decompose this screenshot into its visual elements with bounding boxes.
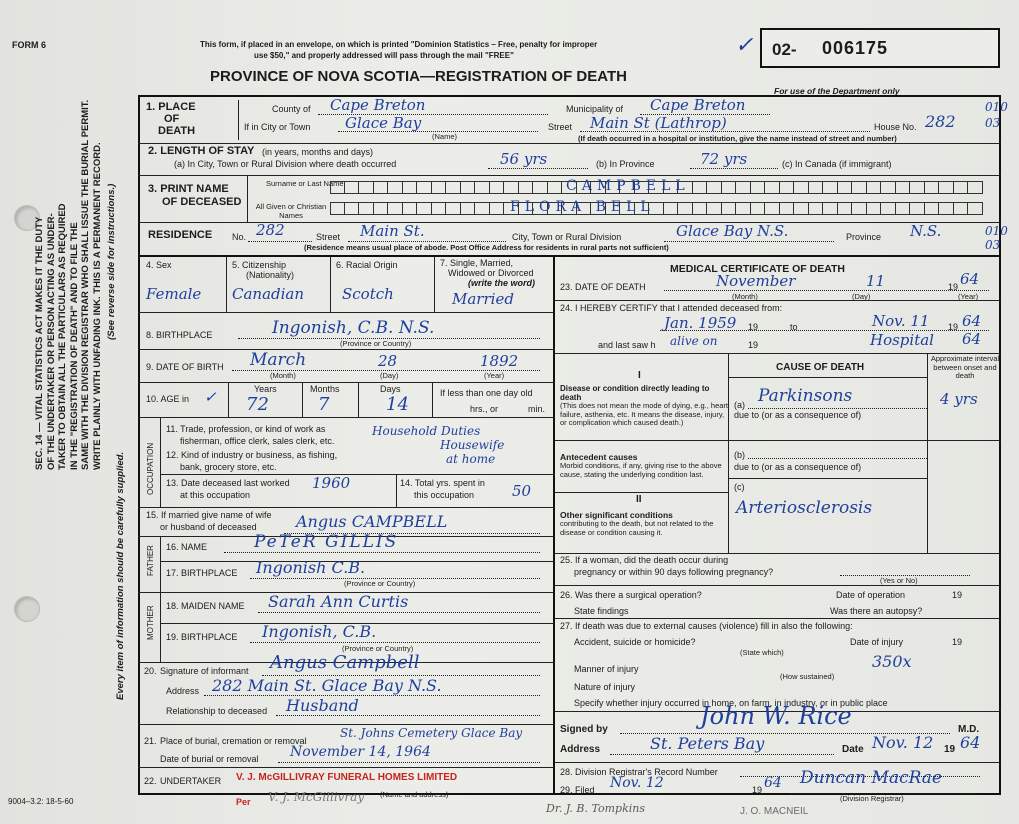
- surname-value: CAMPBELL: [566, 178, 690, 194]
- residence-label: RESIDENCE: [148, 229, 213, 241]
- months-value: 7: [318, 394, 330, 415]
- undertaker-caption: (Name and address): [380, 790, 449, 799]
- q27-acc: Accident, suicide or homicide?: [574, 637, 696, 647]
- birthplace-label: 8. BIRTHPLACE: [146, 330, 213, 340]
- cause-b-label: (b): [734, 450, 745, 460]
- marital-value: Married: [452, 290, 514, 308]
- disease-note: (This does not mean the mode of dying, e.g., heart failure, asthenia, etc. It means the disease, injury, or complication which caused death.): [560, 401, 729, 427]
- city-label: If in City or Town: [244, 122, 311, 132]
- city-value: Glace Bay: [345, 114, 422, 132]
- q29-registrar: Duncan MacRae: [800, 768, 942, 788]
- md-label: M.D.: [958, 724, 980, 735]
- informant-sig-value: Angus Campbell: [270, 652, 420, 673]
- q15-value: Angus CAMPBELL: [296, 512, 448, 531]
- stay-a-label: (a) In City, Town or Rural Division where death occurred: [174, 159, 397, 169]
- q27-19: 19: [952, 637, 963, 647]
- margin-code: 010: [985, 100, 1008, 114]
- q27-label: 27. If death was due to external causes (violence) fill in also the following:: [560, 621, 853, 631]
- date-label: Date: [842, 744, 864, 755]
- bottom-stamp-2: J. O. MACNEIL: [740, 806, 809, 817]
- q25b-label: pregnancy or within 90 days following pregnancy?: [574, 567, 774, 577]
- envelope-note: use $50," and properly addressed will pass through the mail "FREE": [254, 51, 514, 60]
- dob-month: March: [250, 350, 307, 370]
- page-title: PROVINCE OF NOVA SCOTIA—REGISTRATION OF DEATH: [210, 68, 627, 85]
- interval-label: Approximate interval between onset and death: [930, 354, 1000, 380]
- surname-label: Surname or Last Name: [266, 179, 344, 188]
- reg-prefix: 02-: [772, 40, 797, 59]
- q23-cap-year: (Year): [958, 292, 979, 301]
- q24-to-label: to: [790, 322, 798, 332]
- q14-value: 50: [512, 482, 532, 500]
- residence-no-label: No.: [232, 232, 247, 242]
- q19-label: 19. BIRTHPLACE: [166, 632, 238, 642]
- residence-street-value: Main St.: [360, 222, 425, 240]
- cause-a-interval: 4 yrs: [940, 390, 978, 408]
- registrar-caption: (Division Registrar): [840, 794, 904, 803]
- lessday-label: If less than one day old: [440, 388, 533, 398]
- punch-hole: [14, 596, 40, 622]
- cause-heading: CAUSE OF DEATH: [776, 362, 865, 373]
- q15b-label: or husband of deceased: [160, 522, 257, 532]
- q22-label: 22.: [144, 776, 157, 786]
- hospital-note: (If death occurred in a hospital or institution, give the name instead of street and number): [578, 134, 897, 143]
- margin-code: 010: [985, 224, 1008, 238]
- house-label: House No.: [874, 122, 917, 132]
- municipality-value: Cape Breton: [650, 96, 746, 114]
- age-label: 10. AGE in: [146, 394, 190, 404]
- due-a: due to (or as a consequence of): [734, 410, 862, 420]
- residence-note: (Residence means usual place of abode. Post Office Address for residents in rural parts not sufficient): [304, 243, 669, 252]
- date-value: Nov. 12: [872, 733, 934, 752]
- q27-date: Date of injury: [850, 637, 904, 647]
- form-id: FORM 6: [12, 40, 47, 50]
- given-boxes: [330, 202, 983, 215]
- column-divider: [553, 257, 555, 795]
- signed-value: John W. Rice: [700, 702, 852, 730]
- street-value: Main St (Lathrop): [590, 114, 727, 132]
- dob-day: 28: [378, 352, 398, 370]
- q16-label: 16. NAME: [166, 542, 208, 552]
- q26-state: State findings: [574, 606, 629, 616]
- q24-last-value: alive on: [670, 334, 718, 348]
- county-label: County of: [272, 104, 311, 114]
- date-19: 19: [944, 744, 956, 755]
- father-side-label: FATHER: [146, 545, 155, 576]
- q19-value: Ingonish, C.B.: [262, 622, 377, 641]
- q24-last-label: and last saw h: [598, 340, 656, 350]
- name-caption: (Name): [432, 132, 458, 141]
- dob-year: 1892: [480, 352, 519, 370]
- q24-hosp: Hospital: [870, 331, 934, 349]
- q13-label: 13. Date deceased last worked: [166, 478, 290, 488]
- instructions-side: SEC. 14 — VITAL STATISTICS ACT MAKES IT THE DUTY OF THE UNDERTAKER OR PERSON ACTING AS UNDER- TAKER TO OBTAIN ALL THE PARTICULARS AS REQUIRED IN THE "REGISTRATION OF DEATH" AND TO FILE THE SAME WITH THE DIVISION REGISTRAR WHO SHALL ISSUE THE BURIAL PERMIT. WRITE PLAINLY WITH UNFADING INK. THIS IS A PERMANENT RECORD.: [34, 99, 103, 470]
- cause-c-label: (c): [734, 482, 745, 492]
- q29-value: Nov. 12: [610, 775, 664, 791]
- q23-year-prefix: 19: [948, 282, 959, 292]
- q28-label: 28. Division Registrar's Record Number: [560, 767, 718, 777]
- residence-province-value: N.S.: [910, 222, 942, 240]
- residence-rural-label: City, Town or Rural Division: [512, 232, 622, 242]
- bottom-stamp-1: Dr. J. B. Tompkins: [546, 802, 645, 815]
- informant-rel-label: Relationship to deceased: [166, 706, 268, 716]
- margin-code: 03: [985, 238, 1001, 252]
- house-value: 282: [925, 112, 956, 131]
- stay-label: 2. LENGTH OF STAY: [148, 145, 255, 157]
- q27-manner: Manner of injury: [574, 664, 639, 674]
- dept-use-label: For use of the Department only: [774, 86, 900, 96]
- q26-date: Date of operation: [836, 590, 906, 600]
- citizenship-label: 5. Citizenship: [232, 260, 287, 270]
- undertaker-stamp: V. J. McGILLIVRAY FUNERAL HOMES LIMITED: [236, 772, 458, 783]
- q14-label: 14. Total yrs. spent in: [400, 478, 485, 488]
- birthplace-caption: (Province or Country): [340, 339, 412, 348]
- sex-value: Female: [146, 285, 202, 303]
- sex-label: 4. Sex: [146, 260, 172, 270]
- citizenship-sub: (Nationality): [246, 270, 295, 280]
- q20-label: 20.: [144, 666, 157, 676]
- address-value: St. Peters Bay: [650, 734, 765, 753]
- q15-label: 15. If married give name of wife: [146, 510, 272, 520]
- informant-rel-value: Husband: [286, 696, 359, 715]
- q29-19: 19: [752, 785, 763, 795]
- municipality-label: Municipality of: [566, 104, 624, 114]
- reg-number: 006175: [822, 38, 889, 58]
- q24-19b: 19: [948, 322, 959, 332]
- dob-cap-month: (Month): [270, 371, 296, 380]
- years-label: Years: [254, 384, 277, 394]
- residence-rural-value: Glace Bay N.S.: [676, 222, 789, 240]
- q11-label: 11. Trade, profession, or kind of work as: [166, 424, 326, 434]
- per-value: V. J. McGillivray: [268, 790, 365, 804]
- q24-from: Jan. 1959: [664, 314, 737, 332]
- dob-cap-year: (Year): [484, 371, 505, 380]
- birthplace-value: Ingonish, C.B. N.S.: [272, 318, 435, 338]
- q29-year: 64: [764, 775, 782, 791]
- q18-value: Sarah Ann Curtis: [268, 592, 409, 611]
- antecedent-label: Antecedent causes: [560, 452, 638, 462]
- occupation-side-label: OCCUPATION: [146, 442, 155, 495]
- q11-value: Household Duties: [372, 424, 481, 438]
- cause-a-value: Parkinsons: [758, 386, 853, 406]
- other-label: Other significant conditions: [560, 510, 673, 520]
- stay-c-label: (c) In Canada (if immigrant): [782, 159, 892, 169]
- q26-label: 26. Was there a surgical operation?: [560, 590, 702, 600]
- disease-label: Disease or condition directly leading to death: [560, 384, 710, 402]
- q12-label: 12. Kind of industry or business, as fishing,: [166, 450, 338, 460]
- q25-label: 25. If a woman, did the death occur during: [560, 555, 729, 565]
- signed-label: Signed by: [560, 724, 608, 735]
- q23-year: 64: [960, 270, 980, 288]
- q14b-label: this occupation: [414, 490, 475, 500]
- q13b-label: at this occupation: [180, 490, 251, 500]
- street-label: Street: [548, 122, 573, 132]
- informant-addr-label: Address: [166, 686, 200, 696]
- q23-day: 11: [866, 272, 886, 290]
- racial-label: 6. Racial Origin: [336, 260, 398, 270]
- check-mark: ✓: [735, 33, 754, 58]
- q27-nature: Nature of injury: [574, 682, 636, 692]
- q27-how-caption: (How sustained): [780, 672, 835, 681]
- months-label: Months: [310, 384, 340, 394]
- residence-no-value: 282: [256, 221, 285, 239]
- dob-cap-day: (Day): [380, 371, 399, 380]
- stay-b-value: 72 yrs: [700, 150, 748, 168]
- q27-specify: Specify whether injury occurred in home, on farm, in industry, or in public place: [574, 698, 888, 708]
- envelope-note: This form, if placed in an envelope, on which is printed "Dominion Statistics – Free, penalty for improper: [200, 40, 598, 49]
- q17-value: Ingonish C.B.: [256, 558, 366, 577]
- cause-a-label: (a): [734, 400, 745, 410]
- citizenship-value: Canadian: [232, 285, 305, 303]
- q11-value-2: Housewife: [440, 438, 505, 452]
- medical-heading: MEDICAL CERTIFICATE OF DEATH: [670, 263, 845, 275]
- q12b-label: bank, grocery store, etc.: [180, 462, 277, 472]
- q23-cap-day: (Day): [852, 292, 871, 301]
- stay-sub: (in years, months and days): [262, 147, 374, 157]
- burial-place-value: St. Johns Cemetery Glace Bay: [340, 726, 523, 740]
- section-II: II: [636, 494, 642, 505]
- days-value: 14: [386, 394, 409, 415]
- years-value: 72: [246, 394, 269, 415]
- q24-label: 24. I HEREBY CERTIFY that I attended deceased from:: [560, 303, 783, 313]
- q29-label: 29. Filed: [560, 785, 595, 795]
- given-value: FLORA BELL: [510, 199, 655, 215]
- q19-caption: (Province or Country): [342, 644, 414, 653]
- q11b-label: fisherman, office clerk, sales clerk, etc.: [180, 436, 335, 446]
- name-label: 3. PRINT NAME OF DECEASED: [148, 183, 242, 208]
- q23-month: November: [716, 272, 796, 290]
- place-label: 1. PLACE OF DEATH: [146, 101, 196, 137]
- q24-19a: 19: [748, 322, 759, 332]
- undertaker-label: UNDERTAKER: [160, 776, 222, 786]
- county-value: Cape Breton: [330, 96, 426, 114]
- age-check: ✓: [204, 388, 217, 406]
- stay-a-value: 56 yrs: [500, 150, 548, 168]
- q24-to: Nov. 11: [872, 312, 930, 330]
- days-label: Days: [380, 384, 401, 394]
- q24-19c: 19: [748, 340, 759, 350]
- burial-place-label: Place of burial, cremation or removal: [160, 736, 307, 746]
- antecedent-note: Morbid conditions, if any, giving rise to the above cause, stating the underlying condition last.: [560, 461, 722, 479]
- due-b: due to (or as a consequence of): [734, 462, 862, 472]
- dob-label: 9. DATE OF BIRTH: [146, 362, 224, 372]
- q26-autopsy: Was there an autopsy?: [830, 606, 923, 616]
- per-label: Per: [236, 797, 251, 807]
- q16-value: PeTeR GILLIS: [254, 532, 399, 552]
- marital-label: 7. Single, Married, Widowed or Divorced (write the word): [440, 258, 535, 288]
- q27-state-caption: (State which): [740, 648, 784, 657]
- q23-label: 23. DATE OF DEATH: [560, 282, 646, 292]
- min-label: min.: [528, 404, 546, 414]
- q17-label: 17. BIRTHPLACE: [166, 568, 238, 578]
- informant-sig-label: Signature of informant: [160, 666, 249, 676]
- q13-value: 1960: [312, 474, 351, 492]
- section-I: I: [638, 370, 641, 381]
- instructions-side-note: (See reverse side for instructions.): [106, 183, 117, 340]
- q21-label: 21.: [144, 736, 157, 746]
- margin-code: 03: [985, 116, 1001, 130]
- q26-19: 19: [952, 590, 963, 600]
- q25-caption: (Yes or No): [880, 576, 918, 585]
- form-code: 9004–3.2: 18-5-60: [8, 797, 74, 806]
- instructions-side-note: Every item of information should be carefully supplied.: [115, 451, 126, 700]
- registration-number-box: [760, 28, 1000, 68]
- q12-value: at home: [446, 452, 496, 466]
- burial-date-label: Date of burial or removal: [160, 754, 259, 764]
- address-label: Address: [560, 744, 601, 755]
- cause-c-value: Arteriosclerosis: [736, 498, 873, 518]
- mother-side-label: MOTHER: [146, 605, 155, 640]
- burial-date-value: November 14, 1964: [290, 744, 431, 760]
- q27-code: 350x: [872, 652, 912, 671]
- given-label: All Given or Christian Names: [255, 202, 327, 220]
- q17-caption: (Province or Country): [344, 579, 416, 588]
- q24-last-year: 64: [962, 330, 982, 348]
- date-year: 64: [960, 733, 981, 752]
- racial-value: Scotch: [342, 285, 394, 303]
- residence-street-label: Street: [316, 232, 341, 242]
- q23-cap-month: (Month): [732, 292, 758, 301]
- other-note: contributing to the death, but not related to the disease or condition causing it.: [560, 519, 714, 537]
- q24-to-year: 64: [962, 312, 982, 330]
- residence-province-label: Province: [846, 232, 882, 242]
- hrs-label: hrs., or: [470, 404, 499, 414]
- informant-addr-value: 282 Main St. Glace Bay N.S.: [212, 676, 442, 695]
- stay-b-label: (b) In Province: [596, 159, 655, 169]
- q18-label: 18. MAIDEN NAME: [166, 601, 245, 611]
